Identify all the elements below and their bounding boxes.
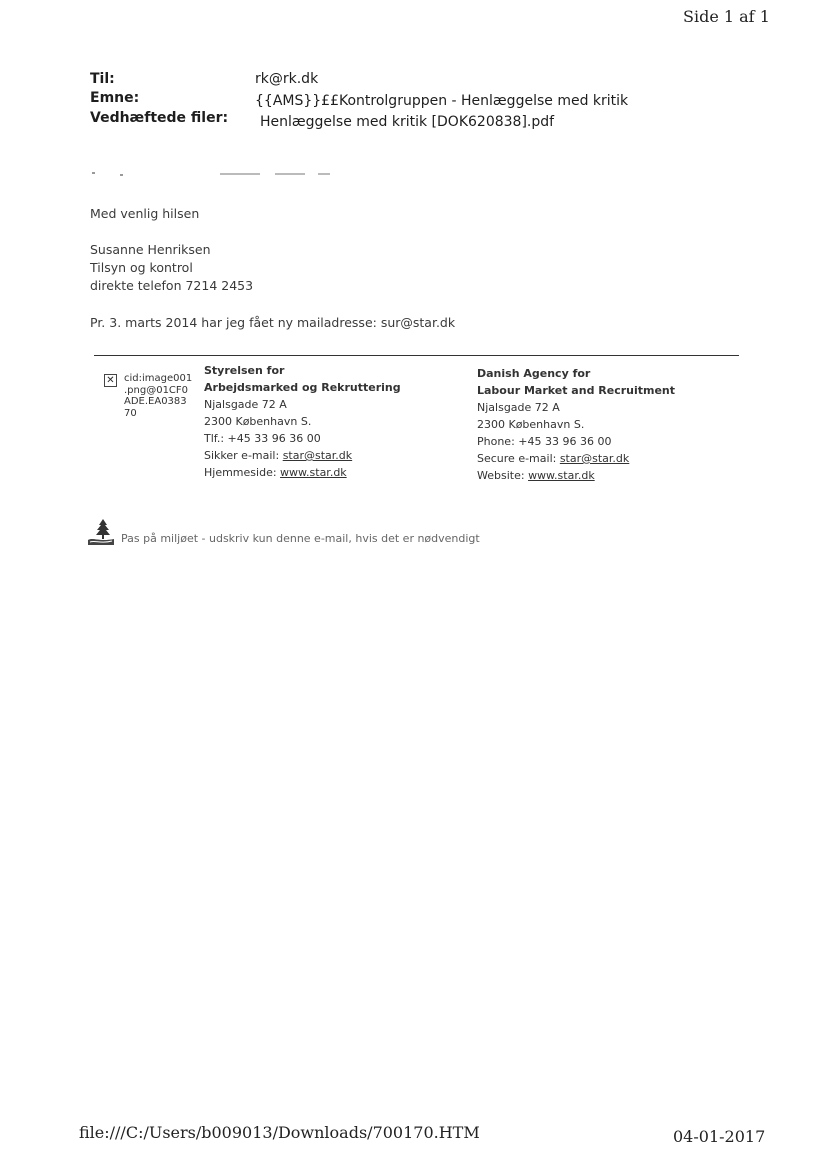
agency-phone: Tlf.: +45 33 96 36 00 bbox=[204, 432, 321, 445]
eco-note: Pas på miljøet - udskriv kun denne e-mail, hvis det er nødvendigt bbox=[121, 532, 480, 545]
attachments-label: Vedhæftede filer: bbox=[90, 110, 229, 126]
image-cid-line: cid:image001 bbox=[124, 373, 193, 384]
agency-name-line1: Danish Agency for bbox=[477, 367, 591, 380]
agency-web-row bbox=[477, 467, 675, 484]
agency-city: 2300 København S. bbox=[477, 418, 585, 431]
email-label: Secure e-mail: bbox=[477, 452, 560, 465]
agency-name-line1: Styrelsen for bbox=[204, 364, 285, 377]
subject-value: {{AMS}}££Kontrolgruppen - Henlæggelse med kritik bbox=[255, 93, 629, 109]
web-label: Website: bbox=[477, 469, 529, 482]
email-label: Sikker e-mail: bbox=[204, 449, 283, 462]
signature-danish bbox=[204, 362, 401, 481]
footer-date: 04-01-2017 bbox=[673, 1127, 766, 1146]
to-label: Til: bbox=[90, 71, 115, 87]
web-label: Hjemmeside: bbox=[204, 466, 281, 479]
sender-name: Susanne Henriksen bbox=[90, 242, 211, 257]
agency-web-row bbox=[204, 464, 401, 481]
email-link[interactable]: star@star.dk bbox=[282, 449, 353, 462]
signature-divider bbox=[94, 355, 739, 356]
website-link[interactable]: www.star.dk bbox=[280, 466, 347, 479]
agency-email-row bbox=[477, 450, 675, 467]
website-link[interactable]: www.star.dk bbox=[528, 469, 595, 482]
agency-address: Njalsgade 72 A bbox=[477, 401, 560, 414]
agency-address: Njalsgade 72 A bbox=[204, 398, 287, 411]
attachment-value: Henlæggelse med kritik [DOK620838].pdf bbox=[260, 114, 555, 130]
email-change-notice: Pr. 3. marts 2014 har jeg fået ny mailadresse: sur@star.dk bbox=[90, 315, 456, 330]
image-cid-line: ADE.EA0383 bbox=[124, 396, 187, 407]
image-cid-line: 70 bbox=[124, 407, 137, 419]
subject-label: Emne: bbox=[90, 90, 140, 106]
agency-city: 2300 København S. bbox=[204, 415, 312, 428]
email-link[interactable]: star@star.dk bbox=[559, 452, 630, 465]
broken-image-icon: ✕ bbox=[104, 374, 117, 387]
tree-icon bbox=[87, 518, 115, 550]
to-value: rk@rk.dk bbox=[255, 71, 319, 87]
page-number: Side 1 af 1 bbox=[683, 7, 770, 26]
agency-email-row bbox=[204, 447, 401, 464]
agency-name-line2: Labour Market and Recruitment bbox=[477, 384, 676, 397]
agency-phone: Phone: +45 33 96 36 00 bbox=[477, 435, 612, 448]
signature-english bbox=[477, 365, 675, 484]
sender-department: Tilsyn og kontrol bbox=[90, 260, 193, 275]
image-placeholder-text bbox=[124, 373, 192, 419]
greeting: Med venlig hilsen bbox=[90, 206, 200, 221]
footer-file-path: file:///C:/Users/b009013/Downloads/700170.HTM bbox=[79, 1123, 480, 1142]
image-cid-line: .png@01CF0 bbox=[124, 384, 189, 396]
agency-name-line2: Arbejdsmarked og Rekruttering bbox=[204, 381, 401, 394]
sender-phone: direkte telefon 7214 2453 bbox=[90, 278, 254, 293]
